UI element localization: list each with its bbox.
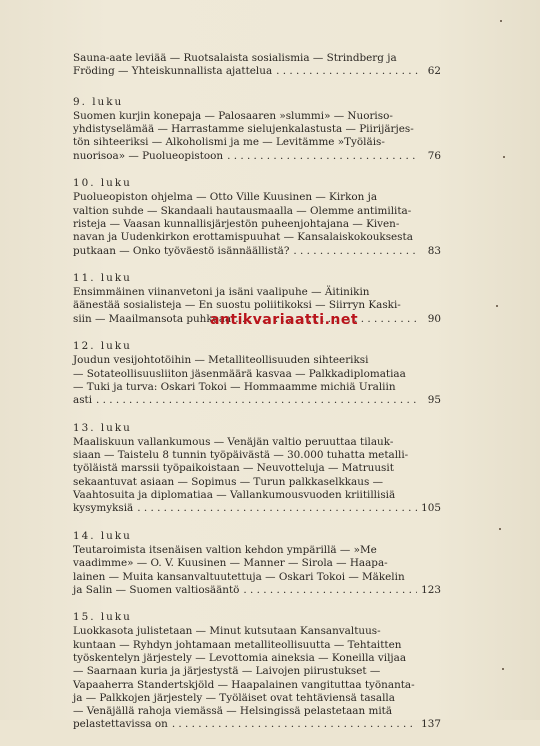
- toc-line-text: Maaliskuun vallankumous — Venäjän valtio peruuttaa tilauk-: [73, 435, 394, 448]
- toc-line: [73, 449, 441, 462]
- toc-line: [73, 625, 441, 638]
- toc-line-text: vaadimme» — O. V. Kuusinen — Manner — Sirola — Haapa-: [73, 557, 388, 570]
- toc-line-text: pelastettavissa on: [73, 718, 168, 731]
- chapter-heading: 10. luku: [73, 177, 132, 190]
- toc-line-text: risteja — Vaasan kunnallisjärjestön puheenjohtajana — Kiven-: [73, 217, 400, 230]
- paper-speck: [500, 20, 502, 22]
- page-number: 137: [421, 718, 441, 731]
- toc-chapter-10: [73, 177, 441, 258]
- toc-line-text: Vapaaherra Standertskjöld — Haapalainen vangituttaa työnanta-: [73, 678, 415, 691]
- toc-line: [73, 218, 441, 231]
- toc-line-text: — Tuki ja turva: Oskari Tokoi — Hommaamme michiä Uraliin: [73, 380, 396, 393]
- toc-line: [73, 368, 441, 381]
- dot-leader: [96, 394, 419, 407]
- toc-line: [73, 489, 441, 502]
- page-number: 83: [427, 244, 441, 257]
- toc-line: [73, 544, 441, 557]
- toc-line-text: äänestää sosialisteja — En suostu poliitikoksi — Siirryn Kaski-: [73, 299, 401, 312]
- toc-line-text: Ensimmäinen viinanvetoni ja isäni vaalipuhe — Äitinikin: [73, 286, 370, 299]
- dot-leader: [137, 502, 417, 515]
- chapter-heading: 9. luku: [73, 95, 124, 108]
- toc-chapter-9: [73, 96, 441, 163]
- paper-speck: [499, 528, 501, 530]
- toc-line-text: sekaantuvat asiaan — Sopimus — Turun palkkaselkkaus —: [73, 475, 383, 488]
- paper-speck: [502, 668, 504, 670]
- toc-line: [73, 52, 441, 65]
- toc-line-text: ja — Palkkojen järjestely — Työläiset ovat tehtäviensä tasalla: [73, 691, 395, 704]
- toc-line-text: — Sotateollisuusliiton jäsenmäärä kasvaa — Palkkadiplomatiaa: [73, 367, 406, 380]
- table-of-contents: [73, 52, 441, 746]
- toc-line-text: työläistä marssii työpaikoistaan — Neuvotteluja — Matruusit: [73, 462, 394, 475]
- toc-line: [73, 665, 441, 678]
- toc-line-text: Luokkasota julistetaan — Minut kutsutaan Kansanvaltuus-: [73, 625, 381, 638]
- dot-leader: [172, 718, 417, 731]
- toc-line-text: tön sihteeriksi — Alkoholismi ja me — Levitämme »Työläis-: [73, 136, 385, 149]
- toc-line: [73, 150, 441, 163]
- dot-leader: [227, 150, 419, 163]
- toc-line-text: valtion suhde — Skandaali hautausmaalla — Olemme antimilita-: [73, 204, 412, 217]
- toc-line-text: siin — Maailmansota puhkeaa: [73, 312, 232, 325]
- chapter-heading: 12. luku: [73, 340, 132, 353]
- chapter-heading: 14. luku: [73, 529, 132, 542]
- toc-line: [73, 394, 441, 407]
- toc-line-text: ja Salin — Suomen valtiosääntö: [73, 583, 240, 596]
- page-number: 95: [427, 394, 441, 407]
- toc-chapter-14: [73, 530, 441, 597]
- toc-line-text: asti: [73, 394, 93, 407]
- toc-line: [73, 354, 441, 367]
- toc-line-text: Puolueopiston ohjelma — Otto Ville Kuusinen — Kirkon ja: [73, 191, 378, 204]
- toc-line: [73, 584, 441, 597]
- toc-line-text: Teutaroimista itsenäisen valtion kehdon ympärillä — »Me: [73, 543, 377, 556]
- toc-line-text: — Venäjällä rahoja viemässä — Helsingissä pelastetaan mitä: [73, 705, 393, 718]
- toc-line: [73, 191, 441, 204]
- toc-line: [73, 476, 441, 489]
- toc-line-text: kuntaan — Ryhdyn johtamaan metalliteollisuutta — Tehtaitten: [73, 638, 402, 651]
- toc-line: [73, 571, 441, 584]
- toc-line-text: lainen — Muita kansanvaltuutettuja — Oskari Tokoi — Mäkelin: [73, 570, 405, 583]
- toc-line: [73, 692, 441, 705]
- toc-line-text: putkaan — Onko työväestö isännäällistä?: [73, 244, 290, 257]
- toc-line-text: — Saarnaan kuria ja järjestystä — Laivojen piirustukset —: [73, 665, 381, 678]
- toc-chapter-13: [73, 422, 441, 516]
- toc-line-text: Joudun vesijohtotöihin — Metalliteollisuuden sihteeriksi: [73, 354, 369, 367]
- toc-line: [73, 705, 441, 718]
- toc-line: [73, 557, 441, 570]
- toc-line: [73, 652, 441, 665]
- toc-line-text: Vaahtosuita ja diplomatiaa — Vallankumousvuoden kriitillisiä: [73, 489, 396, 502]
- page-number: 90: [427, 312, 441, 325]
- watermark-text: antikvariaatti.net: [210, 312, 359, 328]
- paper-speck: [503, 156, 505, 158]
- toc-line: [73, 679, 441, 692]
- toc-line-text: Fröding — Yhteiskunnallista ajattelua: [73, 65, 273, 78]
- dot-leader: [276, 65, 419, 78]
- toc-line: [73, 136, 441, 149]
- toc-line: [73, 110, 441, 123]
- toc-line: [73, 123, 441, 136]
- toc-line: [73, 502, 441, 515]
- toc-line-text: työskentelyn järjestely — Levottomia aineksia — Koneilla viljaa: [73, 651, 407, 664]
- page-number: 62: [427, 65, 441, 78]
- toc-line: [73, 436, 441, 449]
- toc-line: [73, 462, 441, 475]
- toc-line-text: Suomen kurjin konepaja — Palosaaren »slummi» — Nuoriso-: [73, 109, 393, 122]
- toc-line: [73, 205, 441, 218]
- toc-line: [73, 639, 441, 652]
- page-number: 105: [421, 502, 441, 515]
- paper-speck: [496, 305, 498, 307]
- chapter-heading: 15. luku: [73, 611, 132, 624]
- toc-line: [73, 231, 441, 244]
- toc-line-text: yhdistyselämää — Harrastamme sielujenkalastusta — Piirijärjes-: [73, 123, 414, 136]
- dot-leader: [293, 245, 419, 258]
- toc-line: [73, 65, 441, 78]
- toc-line: [73, 381, 441, 394]
- toc-entry-continued: [73, 52, 441, 79]
- toc-chapter-12: [73, 340, 441, 407]
- page-number: 76: [427, 149, 441, 162]
- toc-chapter-15: [73, 611, 441, 732]
- chapter-heading: 13. luku: [73, 421, 132, 434]
- toc-line-text: siaan — Taistelu 8 tunnin työpäivästä — 30.000 tuhatta metalli-: [73, 449, 409, 462]
- page-number: 123: [421, 583, 441, 596]
- toc-line-text: navan ja Uudenkirkon erottamispuuhat — Kansalaiskokouksesta: [73, 231, 413, 244]
- toc-line-text: Sauna-aate leviää — Ruotsalaista sosialismia — Strindberg ja: [73, 52, 397, 64]
- toc-line: [73, 299, 441, 312]
- dot-leader: [243, 584, 417, 597]
- toc-line: [73, 245, 441, 258]
- toc-line: [73, 286, 441, 299]
- toc-line-text: nuorisoa» — Puolueopistoon: [73, 149, 224, 162]
- chapter-heading: 11. luku: [73, 271, 132, 284]
- toc-line-text: kysymyksiä: [73, 502, 134, 515]
- toc-line: [73, 718, 441, 731]
